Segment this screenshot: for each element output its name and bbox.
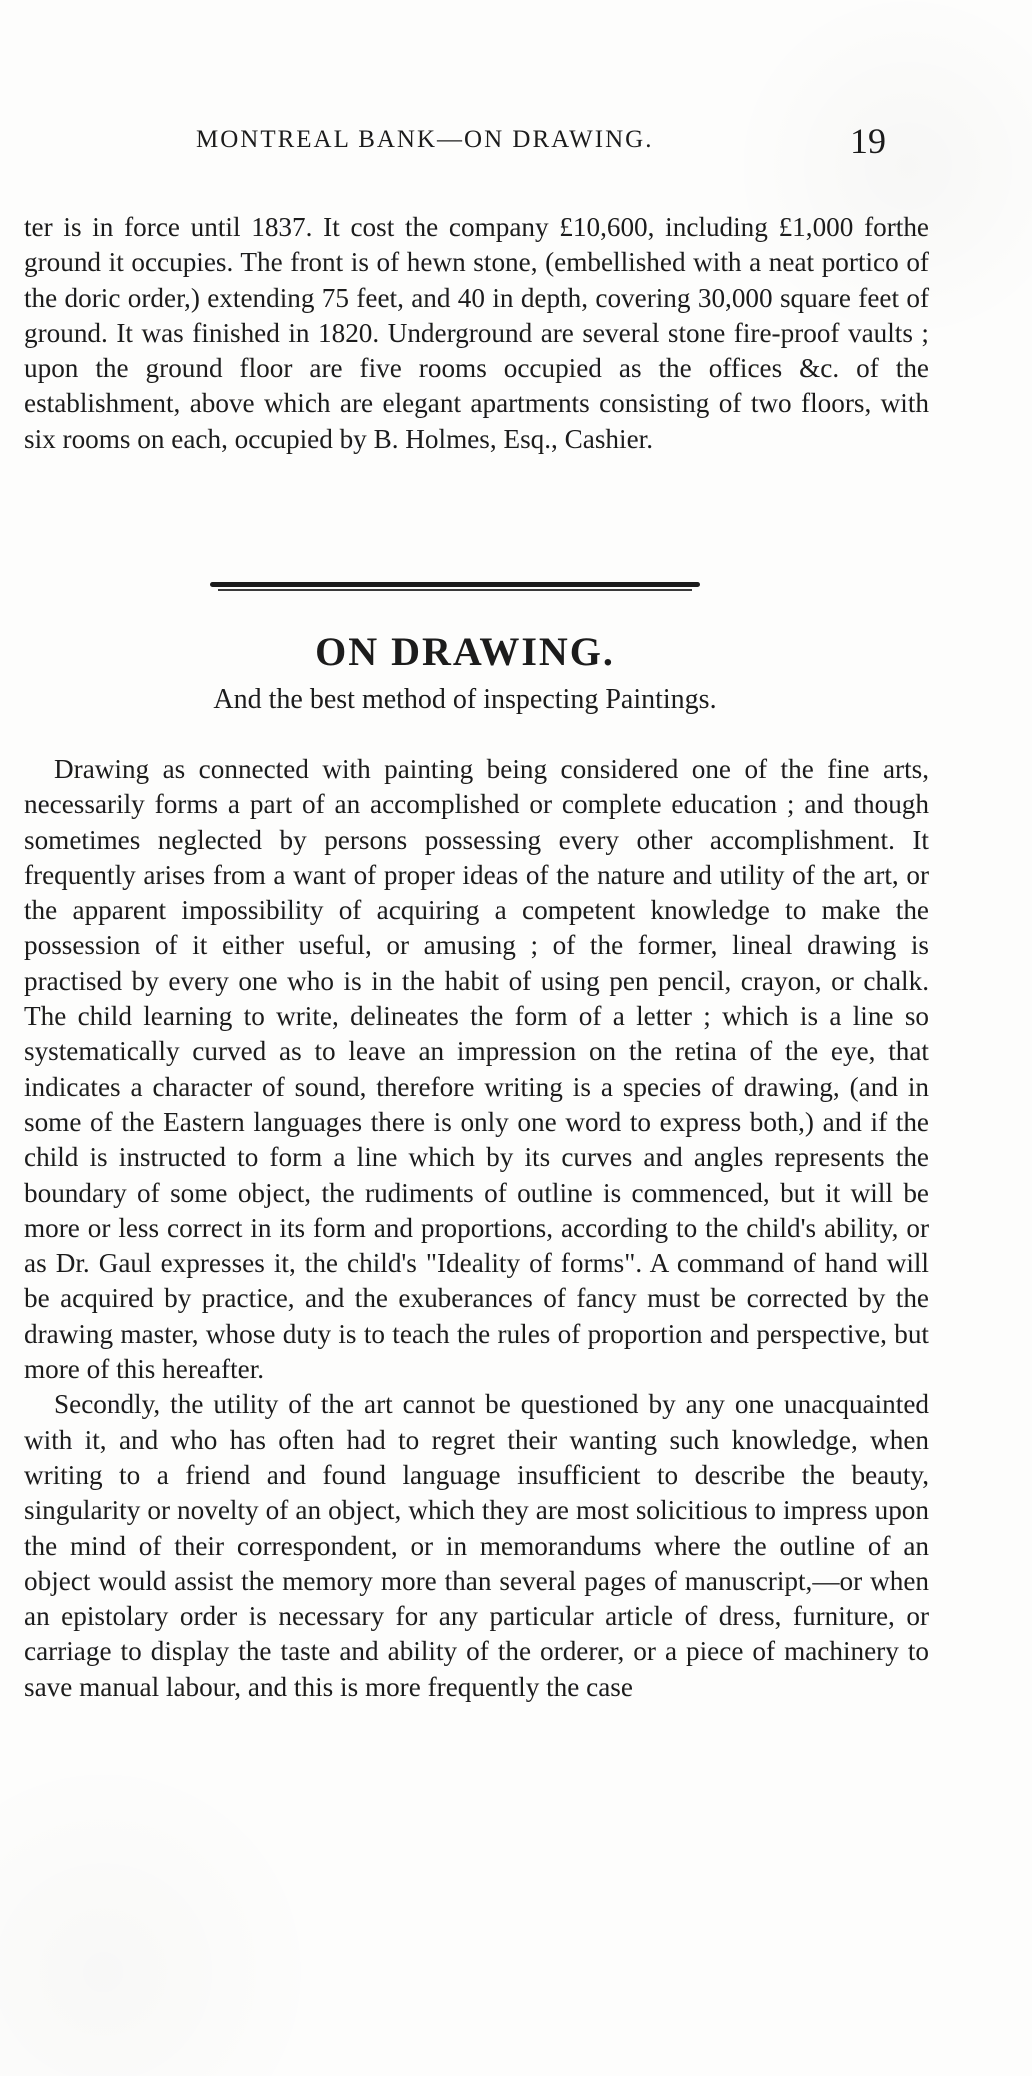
continuation-paragraph: ter is in force until 1837. It cost the company £10,600, including £1,000 forthe ground it occupies. The front is of hewn stone, (embellished with a neat portico of the doric order,) extending 75 feet, and 40 in depth, covering 30,000 square feet of ground. It was finished in 1820. Underground are several stone fire-proof vaults ; upon the ground floor are five rooms occupied as the offices &c. of the establishment, above which are elegant apartments consisting of two floors, with six rooms on each, occupied by B. Holmes, Esq., Cashier. — [24, 212, 929, 454]
divider-thick-line — [210, 582, 700, 587]
page-number: 19 — [850, 121, 886, 161]
section-subheading: And the best method of inspecting Paintings. — [213, 684, 717, 715]
article-paragraph: Secondly, the utility of the art cannot be questioned by any one unacquainted with it, and who has often had to regret their wanting such knowledge, when writing to a friend and found language insufficient to describe the beauty, singularity or novelty of an object, which they are most solicitious to impress upon the mind of their correspondent, or in memorandums where the outline of an object would assist the memory more than several pages of manuscript,—or when an epistolary order is necessary for any particular article of dress, furniture, or carriage to display the taste and ability of the orderer, or a piece of machinery to save manual labour, and this is more frequently the case — [24, 1389, 929, 1702]
section-heading: ON DRAWING. — [315, 629, 615, 674]
running-title: MONTREAL BANK—ON DRAWING. — [196, 126, 654, 153]
article-body — [24, 752, 929, 1705]
page-header — [0, 122, 1032, 162]
divider-thin-line — [218, 589, 692, 591]
article-paragraph: Drawing as connected with painting being considered one of the fine arts, necessarily forms a part of an accomplished or complete education ; and though sometimes neglected by persons possessing every other accomplishment. It frequently arises from a want of proper ideas of the nature and utility of the art, or the apparent impossibility of acquiring a competent knowledge to make the possession of it either useful, or amusing ; of the former, lineal drawing is practised by every one who is in the habit of using pen pencil, crayon, or chalk. The child learning to write, delineates the form of a letter ; which is a line so systematically curved as to leave an impression on the retina of the eye, that indicates a character of sound, therefore writing is a species of drawing, (and in some of the Eastern languages there is only one word to express both,) and if the child is instructed to form a line which by its curves and angles represents the boundary of some object, the rudiments of outline is commenced, but it will be more or less correct in its form and proportions, according to the child's ability, or as Dr. Gaul expresses it, the child's "Ideality of forms". A command of hand will be acquired by practice, and the exuberances of fancy must be corrected by the drawing master, whose duty is to teach the rules of proportion and perspective, but more of this hereafter. — [24, 754, 929, 1385]
section-divider-rule — [210, 582, 700, 592]
